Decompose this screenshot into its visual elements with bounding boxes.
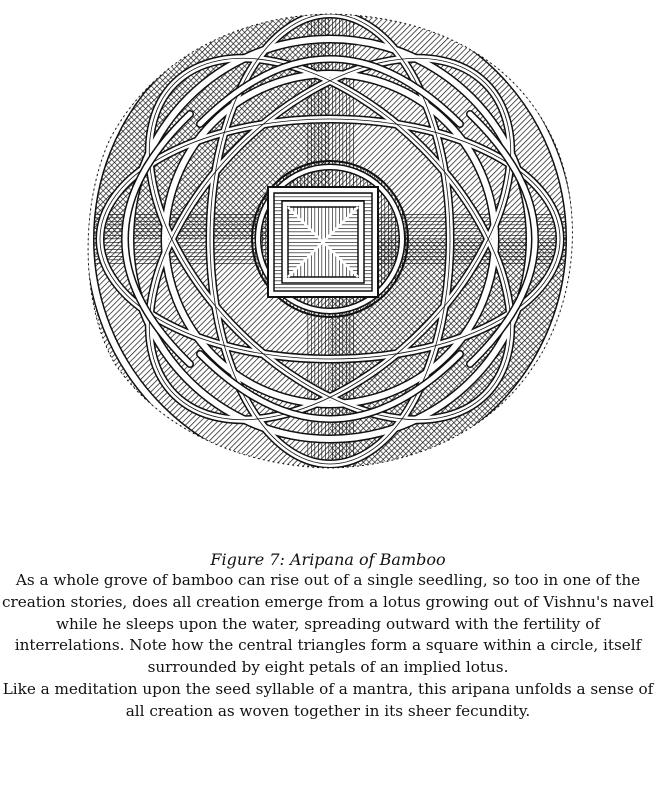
caption-paragraph-2: Like a meditation upon the seed syllable of a mantra, this aripana unfolds a sense of all creation as woven together in its sheer fecundity. (2, 679, 654, 720)
figure-caption-body (0, 570, 656, 723)
woven-mandala (80, 4, 580, 474)
caption-paragraph-1: As a whole grove of bamboo can rise out of a single seedling, so too in one of the creation stories, does all creation emerge from a lotus growing out of Vishnu's navel while he sleeps upon the water, spreading outward with the fertility of interrelations. Note how the central triangles form a square within a circle, itself surrounded by eight petals of an implied lotus. (1, 571, 655, 677)
central-square (268, 187, 378, 297)
figure-caption-title: Figure 7: Aripana of Bamboo (210, 550, 446, 569)
aripana-bamboo-illustration (80, 4, 580, 474)
